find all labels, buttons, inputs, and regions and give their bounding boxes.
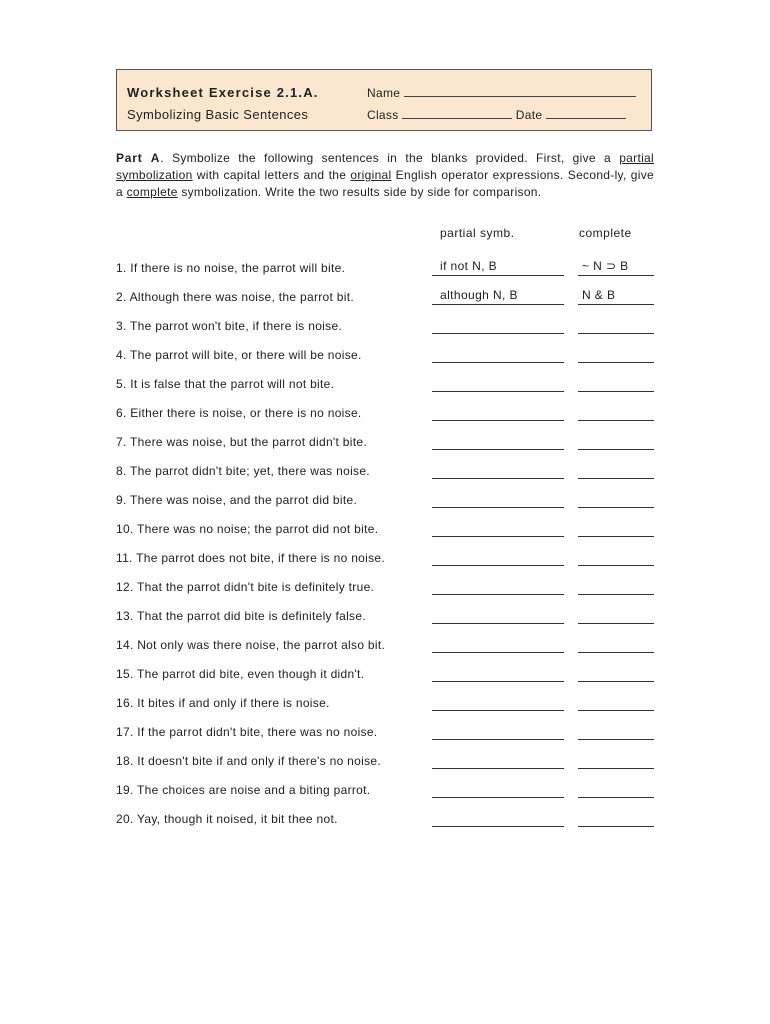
- exercise-sentence: 1. If there is no noise, the parrot will bite.: [116, 261, 346, 275]
- exercise-sentence: 7. There was noise, but the parrot didn't bite.: [116, 435, 367, 449]
- exercise-row: [116, 377, 656, 397]
- exercise-row: [116, 783, 656, 803]
- instructions-text-2: with capital letters and the: [192, 168, 351, 182]
- complete-answer-blank[interactable]: [578, 313, 654, 334]
- class-date-line: [367, 107, 626, 122]
- complete-answer-blank[interactable]: [578, 545, 654, 566]
- exercise-sentence: 12. That the parrot didn't bite is definitely true.: [116, 580, 375, 594]
- part-label: Part A: [116, 151, 161, 165]
- complete-answer-blank[interactable]: [578, 255, 654, 276]
- exercise-sentence: 9. There was noise, and the parrot did bite.: [116, 493, 358, 507]
- class-blank[interactable]: [402, 107, 512, 119]
- exercise-row: [116, 725, 656, 745]
- exercise-row: [116, 696, 656, 716]
- partial-answer: if not N, B: [440, 259, 498, 273]
- exercise-sentence: 3. The parrot won't bite, if there is noise.: [116, 319, 343, 333]
- instructions-text-3: English operator expressions. Second-ly, give a: [116, 168, 654, 199]
- partial-answer-blank[interactable]: [432, 371, 564, 392]
- partial-answer: although N, B: [440, 288, 518, 302]
- exercise-row: [116, 609, 656, 629]
- partial-answer-blank[interactable]: [432, 342, 564, 363]
- exercise-sentence: 8. The parrot didn't bite; yet, there was noise.: [116, 464, 370, 478]
- partial-answer-blank[interactable]: [432, 516, 564, 537]
- partial-answer-blank[interactable]: [432, 487, 564, 508]
- worksheet-subtitle: Symbolizing Basic Sentences: [127, 107, 309, 122]
- complete-answer-blank[interactable]: [578, 690, 654, 711]
- complete-answer-blank[interactable]: [578, 284, 654, 305]
- complete-answer-blank[interactable]: [578, 516, 654, 537]
- complete-answer: N & B: [582, 288, 616, 302]
- exercise-row: [116, 464, 656, 484]
- partial-answer-blank[interactable]: [432, 429, 564, 450]
- complete-answer-blank[interactable]: [578, 719, 654, 740]
- complete-answer-blank[interactable]: [578, 429, 654, 450]
- partial-answer-blank[interactable]: [432, 806, 564, 827]
- complete-answer: ~ N ⊃ B: [582, 259, 629, 273]
- name-label: Name: [367, 86, 401, 100]
- exercise-sentence: 17. If the parrot didn't bite, there was no noise.: [116, 725, 378, 739]
- partial-answer-blank[interactable]: [432, 632, 564, 653]
- complete-answer-blank[interactable]: [578, 661, 654, 682]
- exercise-row: [116, 522, 656, 542]
- exercise-sentence: 16. It bites if and only if there is noise.: [116, 696, 330, 710]
- complete-answer-blank[interactable]: [578, 400, 654, 421]
- exercise-sentence: 6. Either there is noise, or there is no noise.: [116, 406, 362, 420]
- column-header-complete: complete: [579, 226, 632, 240]
- exercise-row: [116, 638, 656, 658]
- exercise-row: [116, 406, 656, 426]
- partial-answer-blank[interactable]: [432, 661, 564, 682]
- instructions: [116, 150, 654, 201]
- exercise-sentence: 10. There was no noise; the parrot did not bite.: [116, 522, 379, 536]
- complete-answer-blank[interactable]: [578, 806, 654, 827]
- complete-answer-blank[interactable]: [578, 487, 654, 508]
- exercise-row: [116, 551, 656, 571]
- partial-answer-blank[interactable]: [432, 748, 564, 769]
- exercise-row: [116, 319, 656, 339]
- exercise-row: [116, 348, 656, 368]
- term-original: original: [350, 168, 392, 182]
- partial-answer-blank[interactable]: [432, 777, 564, 798]
- exercise-row: [116, 667, 656, 687]
- name-blank[interactable]: [404, 85, 636, 97]
- partial-answer-blank[interactable]: [432, 719, 564, 740]
- exercise-row: [116, 812, 656, 832]
- partial-answer-blank[interactable]: [432, 574, 564, 595]
- exercise-row: [116, 261, 656, 281]
- term-partial: partial symbolization: [116, 151, 654, 182]
- exercise-sentence: 20. Yay, though it noised, it bit thee not.: [116, 812, 338, 826]
- date-label: Date: [515, 108, 543, 122]
- exercise-sentence: 19. The choices are noise and a biting parrot.: [116, 783, 371, 797]
- exercise-sentence: 13. That the parrot did bite is definitely false.: [116, 609, 366, 623]
- instructions-text-4: symbolization. Write the two results side by side for comparison.: [177, 185, 542, 199]
- partial-answer-blank[interactable]: [432, 313, 564, 334]
- partial-answer-blank[interactable]: [432, 690, 564, 711]
- complete-answer-blank[interactable]: [578, 632, 654, 653]
- partial-answer-blank[interactable]: [432, 255, 564, 276]
- exercise-sentence: 11. The parrot does not bite, if there is no noise.: [116, 551, 386, 565]
- complete-answer-blank[interactable]: [578, 458, 654, 479]
- exercise-sentence: 2. Although there was noise, the parrot bit.: [116, 290, 355, 304]
- complete-answer-blank[interactable]: [578, 342, 654, 363]
- exercise-sentence: 5. It is false that the parrot will not bite.: [116, 377, 335, 391]
- exercise-sentence: 4. The parrot will bite, or there will be noise.: [116, 348, 362, 362]
- exercise-sentence: 14. Not only was there noise, the parrot also bit.: [116, 638, 386, 652]
- partial-answer-blank[interactable]: [432, 458, 564, 479]
- exercise-row: [116, 290, 656, 310]
- exercise-row: [116, 754, 656, 774]
- complete-answer-blank[interactable]: [578, 748, 654, 769]
- exercise-row: [116, 435, 656, 455]
- worksheet-header: [116, 69, 652, 131]
- instructions-text-1: . Symbolize the following sentences in the blanks provided. First, give a: [160, 151, 620, 165]
- partial-answer-blank[interactable]: [432, 400, 564, 421]
- complete-answer-blank[interactable]: [578, 777, 654, 798]
- name-line: [367, 85, 636, 100]
- complete-answer-blank[interactable]: [578, 603, 654, 624]
- partial-answer-blank[interactable]: [432, 603, 564, 624]
- exercise-sentence: 18. It doesn't bite if and only if there's no noise.: [116, 754, 382, 768]
- date-blank[interactable]: [546, 107, 626, 119]
- column-header-partial: partial symb.: [440, 226, 515, 240]
- exercise-sentence: 15. The parrot did bite, even though it didn't.: [116, 667, 365, 681]
- class-label: Class: [367, 108, 399, 122]
- worksheet-title: Worksheet Exercise 2.1.A.: [127, 85, 319, 100]
- complete-answer-blank[interactable]: [578, 371, 654, 392]
- exercise-row: [116, 493, 656, 513]
- complete-answer-blank[interactable]: [578, 574, 654, 595]
- partial-answer-blank[interactable]: [432, 545, 564, 566]
- exercise-row: [116, 580, 656, 600]
- term-complete: complete: [126, 185, 178, 199]
- partial-answer-blank[interactable]: [432, 284, 564, 305]
